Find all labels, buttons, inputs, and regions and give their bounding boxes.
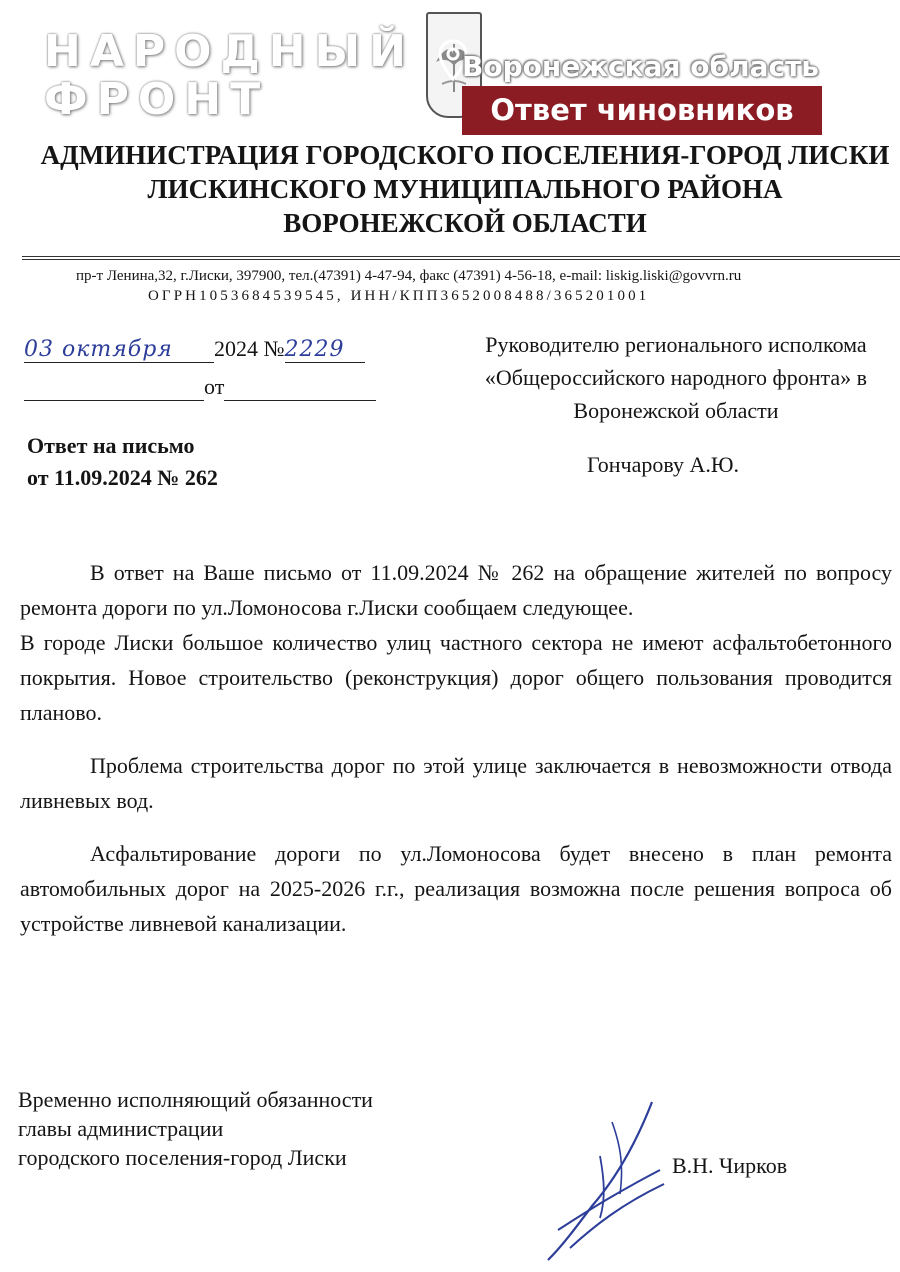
registration-number-prefix: № (263, 336, 285, 361)
narodny-front-logo (44, 26, 415, 125)
contact-line: пр-т Ленина,32, г.Лиски, 397900, тел.(47391) 4-47-94, факс (47391) 4-56-18, e-mail: liskig.liski@govvrn.ru (76, 268, 742, 284)
ogrn-line: ОГРН1053684539545, ИНН/КПП3652008488/365201001 (148, 288, 650, 304)
letterhead-title-line-2: ЛИСКИНСКОГО МУНИЦИПАЛЬНОГО РАЙОНА (147, 174, 783, 204)
handwritten-number: 2229 (284, 337, 345, 362)
recipient-line-3: Воронежской области (573, 398, 779, 423)
letter-body (20, 555, 892, 941)
officials-reply-banner: Ответ чиновников (462, 86, 822, 135)
recipient-block (452, 328, 900, 427)
region-label: Воронежская область (462, 50, 819, 83)
body-paragraph-3: Проблема строительства дорог по этой улице заключается в невозможности отвода ливневых вод. (20, 753, 892, 813)
signatory-position (18, 1085, 373, 1172)
signatory-position-line-3: городского поселения-город Лиски (18, 1145, 347, 1170)
handwritten-signature-icon (540, 1098, 670, 1266)
handwritten-date: 03 октября (24, 337, 173, 362)
body-paragraph-1: В ответ на Ваше письмо от 11.09.2024 № 262 на обращение жителей по вопросу ремонта дороги по ул.Ломоносова г.Лиски сообщаем следующее. (20, 560, 892, 620)
letterhead-rule-bottom (22, 259, 900, 260)
recipient-line-2: «Общероссийского народного фронта» в (484, 365, 868, 390)
reply-reference (27, 430, 218, 494)
registration-date-line (24, 336, 365, 363)
from-label: от (204, 374, 225, 399)
reply-reference-line-2: от 11.09.2024 № 262 (27, 465, 218, 490)
letterhead-rule-top (22, 256, 900, 257)
brand-line-2: ФРОНТ (44, 74, 270, 125)
incoming-reference-line (24, 374, 376, 401)
letterhead-title (30, 138, 900, 240)
letterhead-contacts (76, 266, 741, 306)
registration-year: 2024 (214, 336, 258, 361)
body-paragraph-2: В городе Лиски большое количество улиц частного сектора не имеют асфальтобетонного покрытия. Новое строительство (реконструкция) дорог общего пользования проводится планово. (20, 630, 892, 725)
signatory-position-line-1: Временно исполняющий обязанности (18, 1087, 373, 1112)
recipient-line-1: Руководителю регионального исполкома (485, 332, 867, 357)
recipient-name: Гончарову А.Ю. (587, 452, 740, 477)
letterhead-title-line-3: ВОРОНЕЖСКОЙ ОБЛАСТИ (283, 208, 647, 238)
signatory-name: В.Н. Чирков (672, 1153, 788, 1178)
reply-reference-line-1: Ответ на письмо (27, 433, 195, 458)
signatory-position-line-2: главы администрации (18, 1116, 224, 1141)
letterhead-title-line-1: АДМИНИСТРАЦИЯ ГОРОДСКОГО ПОСЕЛЕНИЯ-ГОРОД ЛИСКИ (40, 140, 890, 170)
brand-line-1: НАРОДНЫЙ (44, 26, 415, 77)
body-paragraph-4: Асфальтирование дороги по ул.Ломоносова будет внесено в план ремонта автомобильных дорог на 2025-2026 г.г., реализация возможна после решения вопроса об устройстве ливневой канализации. (20, 841, 892, 936)
